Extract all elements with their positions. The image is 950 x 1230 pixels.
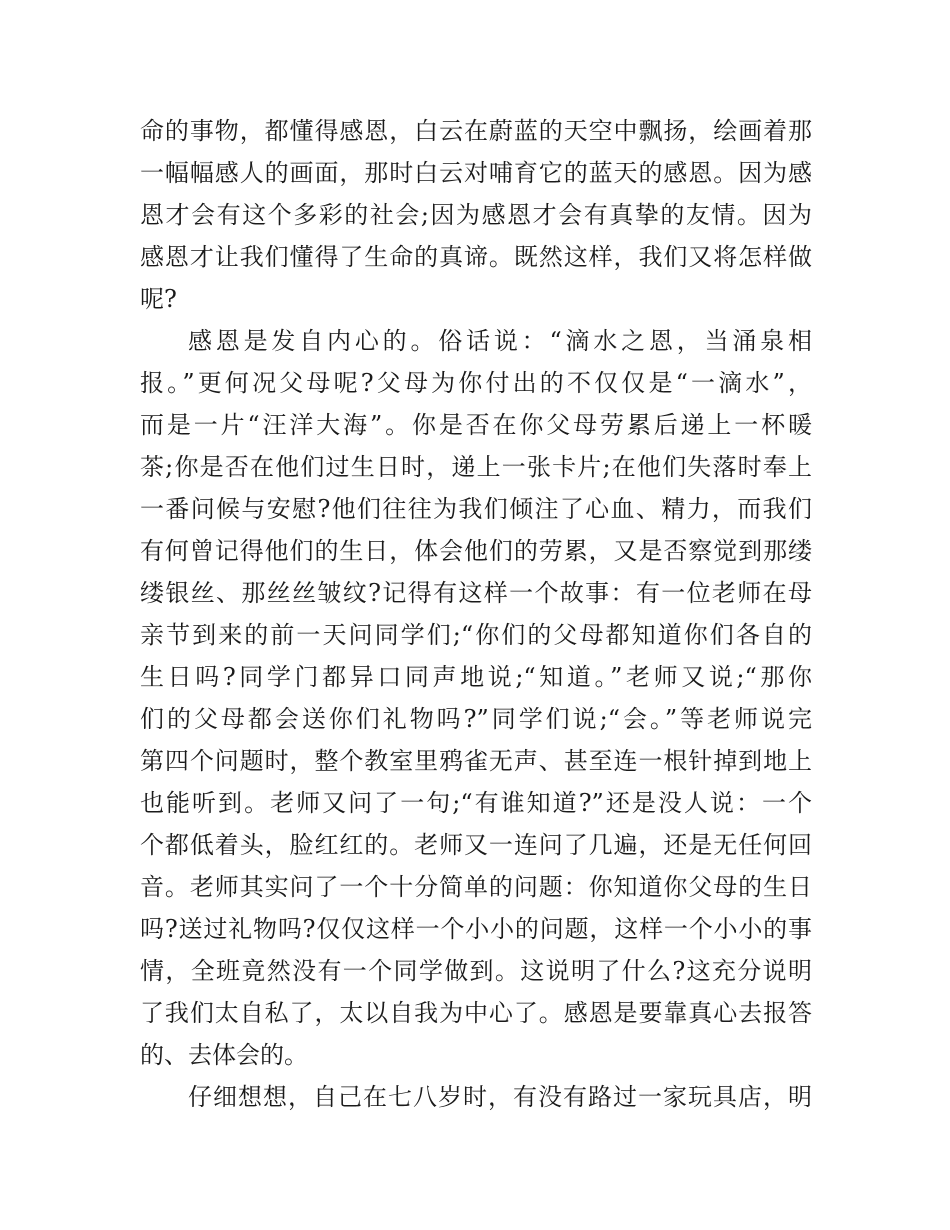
- text-line: 生日吗?同学门都异口同声地说;“知道。”老师又说;“那你: [140, 663, 812, 691]
- text-line: 情，全班竟然没有一个同学做到。这说明了什么?这充分说明: [140, 957, 812, 985]
- text-line: 报。”更何况父母呢?父母为你付出的不仅仅是“一滴水”，: [140, 369, 812, 397]
- text-line: 仔细想想，自己在七八岁时，有没有路过一家玩具店，明: [188, 1083, 812, 1111]
- paragraph: [140, 320, 812, 1076]
- text-line: 也能听到。老师又问了一句;“有谁知道?”还是没人说：一个: [140, 789, 812, 817]
- text-line: 一番问候与安慰?他们往往为我们倾注了心血、精力，而我们: [140, 495, 812, 523]
- text-line: 有何曾记得他们的生日，体会他们的劳累，又是否察觉到那缕: [140, 537, 812, 565]
- text-line: 缕银丝、那丝丝皱纹?记得有这样一个故事：有一位老师在母: [140, 579, 812, 607]
- paragraph: [140, 110, 812, 320]
- text-line: 而是一片“汪洋大海”。你是否在你父母劳累后递上一杯暖: [140, 411, 812, 439]
- text-line: 亲节到来的前一天问同学们;“你们的父母都知道你们各自的: [140, 621, 812, 649]
- text-line: 了我们太自私了，太以自我为中心了。感恩是要靠真心去报答: [140, 999, 812, 1027]
- text-line: 感恩才让我们懂得了生命的真谛。既然这样，我们又将怎样做: [140, 243, 812, 271]
- text-line: 一幅幅感人的画面，那时白云对哺育它的蓝天的感恩。因为感: [140, 159, 812, 187]
- document-body: [140, 110, 812, 1118]
- text-line: 呢?: [140, 285, 177, 313]
- text-line: 音。老师其实问了一个十分简单的问题：你知道你父母的生日: [140, 873, 812, 901]
- text-line: 们的父母都会送你们礼物吗?”同学们说;“会。”等老师说完: [140, 705, 812, 733]
- text-line: 吗?送过礼物吗?仅仅这样一个小小的问题，这样一个小小的事: [140, 915, 812, 943]
- text-line: 第四个问题时，整个教室里鸦雀无声、甚至连一根针掉到地上: [140, 747, 812, 775]
- text-line: 命的事物，都懂得感恩，白云在蔚蓝的天空中飘扬，绘画着那: [140, 117, 812, 145]
- text-line: 的、去体会的。: [140, 1041, 308, 1069]
- text-line: 恩才会有这个多彩的社会;因为感恩才会有真挚的友情。因为: [140, 201, 812, 229]
- text-line: 茶;你是否在他们过生日时，递上一张卡片;在他们失落时奉上: [140, 453, 812, 481]
- text-line: 感恩是发自内心的。俗话说：“滴水之恩，当涌泉相: [188, 327, 812, 355]
- paragraph: [140, 1076, 812, 1118]
- text-line: 个都低着头，脸红红的。老师又一连问了几遍，还是无任何回: [140, 831, 812, 859]
